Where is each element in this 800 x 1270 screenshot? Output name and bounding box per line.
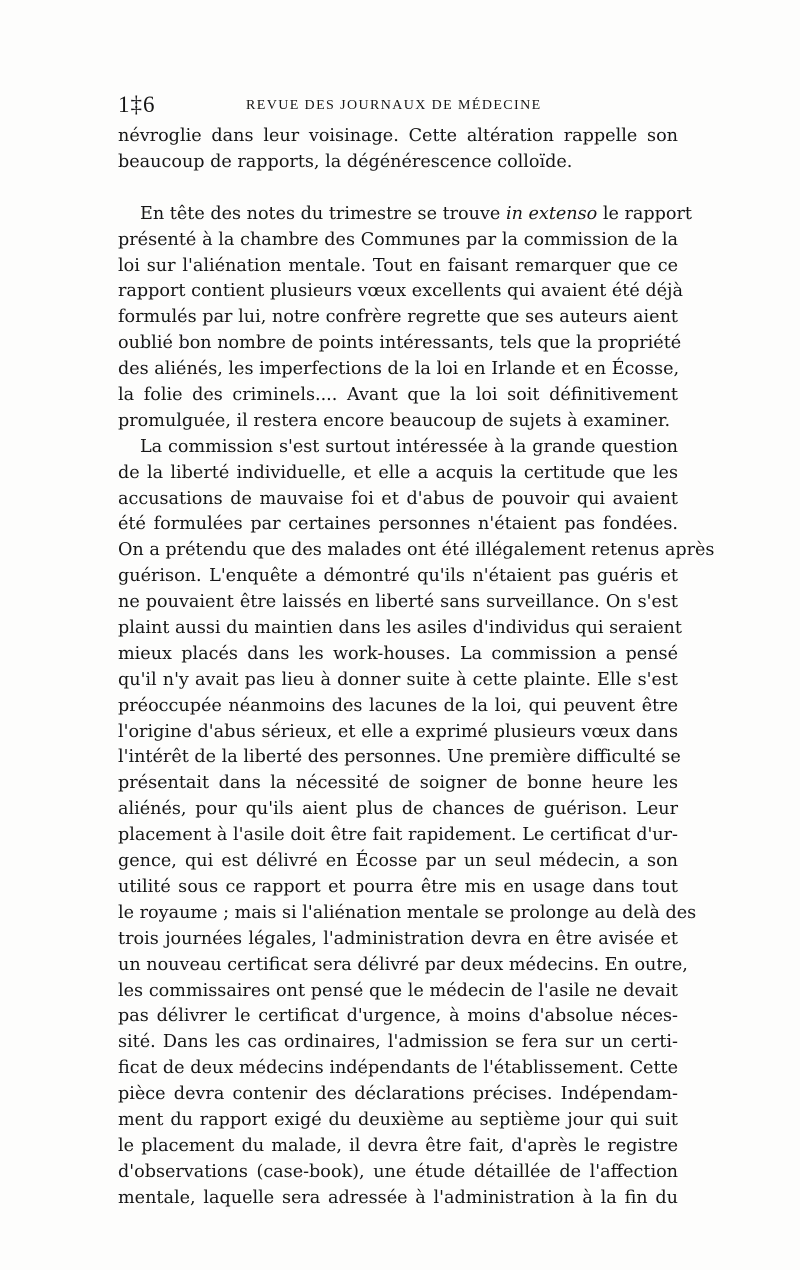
text-line: loi sur l'aliénation mentale. Tout en faisant remarquer que ce — [118, 255, 678, 276]
text-line: guérison. L'enquête a démontré qu'ils n'étaient pas guéris et — [118, 566, 678, 587]
text-line: mentale, laquelle sera adressée à l'administration à la fin du — [118, 1187, 678, 1208]
text-line: sité. Dans les cas ordinaires, l'admission se fera sur un certi- — [118, 1032, 678, 1053]
text-line: la folie des criminels.... Avant que la loi soit définitivement — [118, 385, 678, 406]
text-line: ment du rapport exigé du deuxième au septième jour qui suit — [118, 1109, 678, 1130]
text-line — [118, 202, 692, 228]
text-line: beaucoup de rapports, la dégénérescence colloïde. — [118, 151, 573, 172]
text-line: On a prétendu que des malades ont été illégalement retenus après — [118, 540, 715, 561]
text-line: accusations de mauvaise foi et d'abus de pouvoir qui avaient — [118, 488, 678, 509]
text-line: plaint aussi du maintien dans les asiles d'individus qui seraient — [118, 618, 682, 639]
text-line: ficat de deux médecins indépendants de l'établissement. Cette — [118, 1058, 678, 1079]
paragraph — [118, 202, 692, 435]
text-line: présenté à la chambre des Communes par la commission de la — [118, 229, 678, 250]
text-line: mieux placés dans les work-houses. La commission a pensé — [118, 643, 678, 664]
text-line: été formulées par certaines personnes n'étaient pas fondées. — [118, 514, 678, 535]
text-line: utilité sous ce rapport et pourra être mis en usage dans tout — [118, 876, 678, 897]
text-line: qu'il n'y avait pas lieu à donner suite à cette plainte. Elle s'est — [118, 669, 678, 690]
text-line: promulguée, il restera encore beaucoup de sujets à examiner. — [118, 410, 671, 431]
text-line: gence, qui est délivré en Écosse par un seul médecin, a son — [118, 851, 678, 872]
italic-text: in extenso — [505, 203, 598, 224]
text-line: rapport contient plusieurs vœux excellents qui avaient été déjà — [118, 281, 683, 302]
text-line: les commissaires ont pensé que le médecin de l'asile ne devait — [118, 980, 678, 1001]
running-head: REVUE DES JOURNAUX DE MÉDECINE — [246, 98, 542, 113]
text-line: des aliénés, les imperfections de la loi en Irlande et en Écosse, — [118, 359, 680, 380]
text-line: formulés par lui, notre confrère regrette que ses auteurs aient — [118, 307, 678, 328]
text-line: pièce devra contenir des déclarations précises. Indépendam- — [118, 1084, 678, 1105]
paragraph — [118, 124, 678, 176]
text-line: le royaume ; mais si l'aliénation mentale se prolonge au delà des — [118, 902, 697, 923]
text-line: le placement du malade, il devra être fait, d'après le registre — [118, 1135, 678, 1156]
page-header — [118, 92, 680, 122]
text-line: de la liberté individuelle, et elle a acquis la certitude que les — [118, 462, 678, 483]
text-line: présentait dans la nécessité de soigner de bonne heure les — [118, 773, 678, 794]
text-line: La commission s'est surtout intéressée à la grande question — [140, 436, 678, 457]
text-line: ne pouvaient être laissés en liberté sans surveillance. On s'est — [118, 592, 678, 613]
text-line: d'observations (case-book), une étude détaillée de l'affection — [118, 1161, 678, 1182]
text-line: l'origine d'abus sérieux, et elle a exprimé plusieurs vœux dans — [118, 721, 678, 742]
text-line: aliénés, pour qu'ils aient plus de chances de guérison. Leur — [118, 799, 678, 820]
text-segment: En tête des notes du trimestre se trouve — [140, 203, 506, 224]
text-line: préoccupée néanmoins des lacunes de la loi, qui peuvent être — [118, 695, 678, 716]
page-body — [118, 124, 715, 1212]
paragraph-gap — [118, 176, 678, 202]
text-line: névroglie dans leur voisinage. Cette altération rappelle son — [118, 126, 678, 146]
text-line: pas délivrer le certificat d'urgence, à moins d'absolue néces- — [118, 1006, 678, 1027]
text-line: placement à l'asile doit être fait rapidement. Le certificat d'ur- — [118, 825, 678, 846]
text-line: l'intérêt de la liberté des personnes. Une première difficulté se — [118, 747, 681, 768]
paragraph — [118, 435, 715, 1212]
text-line: trois journées légales, l'administration devra en être avisée et — [118, 928, 678, 949]
text-segment: le rapport — [597, 203, 692, 224]
page-number: 1‡6 — [118, 92, 156, 117]
text-line: un nouveau certificat sera délivré par deux médecins. En outre, — [118, 954, 688, 975]
text-line: oublié bon nombre de points intéressants, tels que la propriété — [118, 333, 682, 354]
